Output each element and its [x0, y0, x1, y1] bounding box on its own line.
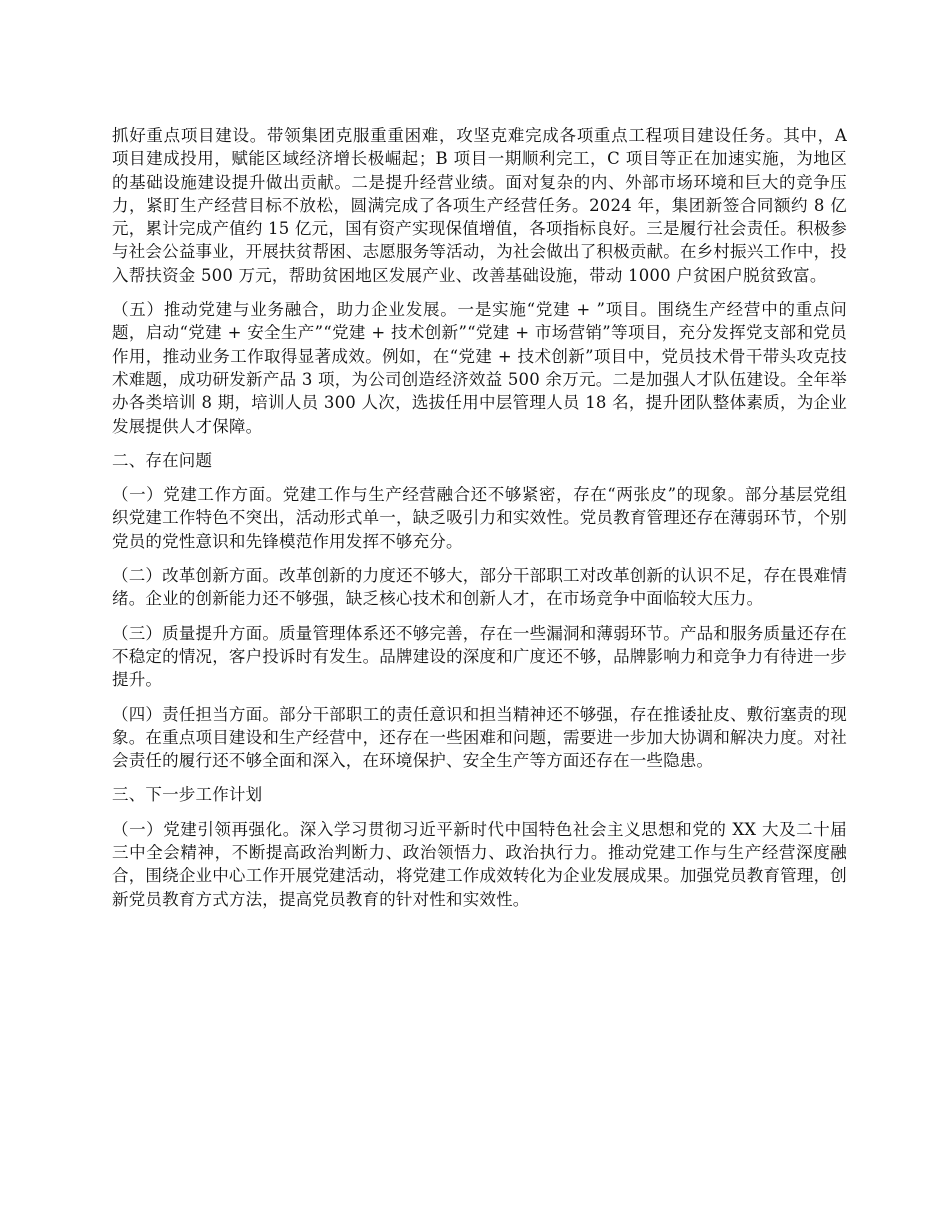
paragraph-party-business-integration: （五）推动党建与业务融合，助力企业发展。一是实施“党建 + ”项目。围绕生产经营中的重点问题，启动“党建 + 安全生产”“党建 + 技术创新”“党建 + 市场营销”等项目，充分发挥党支部和党员作用，推动业务工作取得显著成效。例如，在“党建 + 技术创新”项目中，党员技术骨干带头攻克技术难题，成功研发新产品 3 项，为公司创造经济效益 500 余万元。二是加强人才队伍建设。全年举办各类培训 8 期，培训人员 300 人次，选拔任用中层管理人员 18 名，提升团队整体素质，为企业发展提供人才保障。 — [112, 300, 847, 436]
paragraph-project-construction: 抓好重点项目建设。带领集团克服重重困难，攻坚克难完成各项重点工程项目建设任务。其中，A 项目建成投用，赋能区域经济增长极崛起；B 项目一期顺利完工，C 项目等正在加速实施，为地区的基础设施建设提升做出贡献。二是提升经营业绩。面对复杂的内、外部市场环境和巨大的竞争压力，紧盯生产经营目标不放松，圆满完成了各项生产经营任务。2024 年，集团新签合同额约 8 亿元，累计完成产值约 15 亿元，国有资产实现保值增值，各项指标良好。三是履行社会责任。积极参与社会公益事业，开展扶贫帮困、志愿服务等活动，为社会做出了积极贡献。在乡村振兴工作中，投入帮扶资金 500 万元，帮助贫困地区发展产业、改善基础设施，带动 1000 户贫困户脱贫致富。 — [112, 126, 847, 285]
paragraph-party-leadership-plan: （一）党建引领再强化。深入学习贯彻习近平新时代中国特色社会主义思想和党的 XX 大及二十届三中全会精神，不断提高政治判断力、政治领悟力、政治执行力。推动党建工作与生产经营深度融合，围绕企业中心工作开展党建活动，将党建工作成效转化为企业发展成果。加强党员教育管理，创新党员教育方式方法，提高党员教育的针对性和实效性。 — [112, 819, 847, 909]
document-page — [112, 124, 847, 922]
section-heading-next-plan: 三、下一步工作计划 — [112, 785, 263, 805]
paragraph-quality-issues: （三）质量提升方面。质量管理体系还不够完善，存在一些漏洞和薄弱环节。产品和服务质量还存在不稳定的情况，客户投诉时有发生。品牌建设的深度和广度还不够，品牌影响力和竞争力有待进一步提升。 — [112, 623, 847, 690]
paragraph-party-work-issues: （一）党建工作方面。党建工作与生产经营融合还不够紧密，存在“两张皮”的现象。部分基层党组织党建工作特色不突出，活动形式单一，缺乏吸引力和实效性。党员教育管理还存在薄弱环节，个别党员的党性意识和先锋模范作用发挥不够充分。 — [112, 485, 847, 551]
paragraph-reform-innovation-issues: （二）改革创新方面。改革创新的力度还不够大，部分干部职工对改革创新的认识不足，存在畏难情绪。企业的创新能力还不够强，缺乏核心技术和创新人才，在市场竞争中面临较大压力。 — [112, 566, 847, 609]
paragraph-responsibility-issues: （四）责任担当方面。部分干部职工的责任意识和担当精神还不够强，存在推诿扯皮、敷衍塞责的现象。在重点项目建设和生产经营中，还存在一些困难和问题，需要进一步加大协调和解决力度。对社会责任的履行还不够全面和深入，在环境保护、安全生产等方面还存在一些隐患。 — [112, 704, 847, 771]
section-heading-problems: 二、存在问题 — [112, 450, 213, 470]
